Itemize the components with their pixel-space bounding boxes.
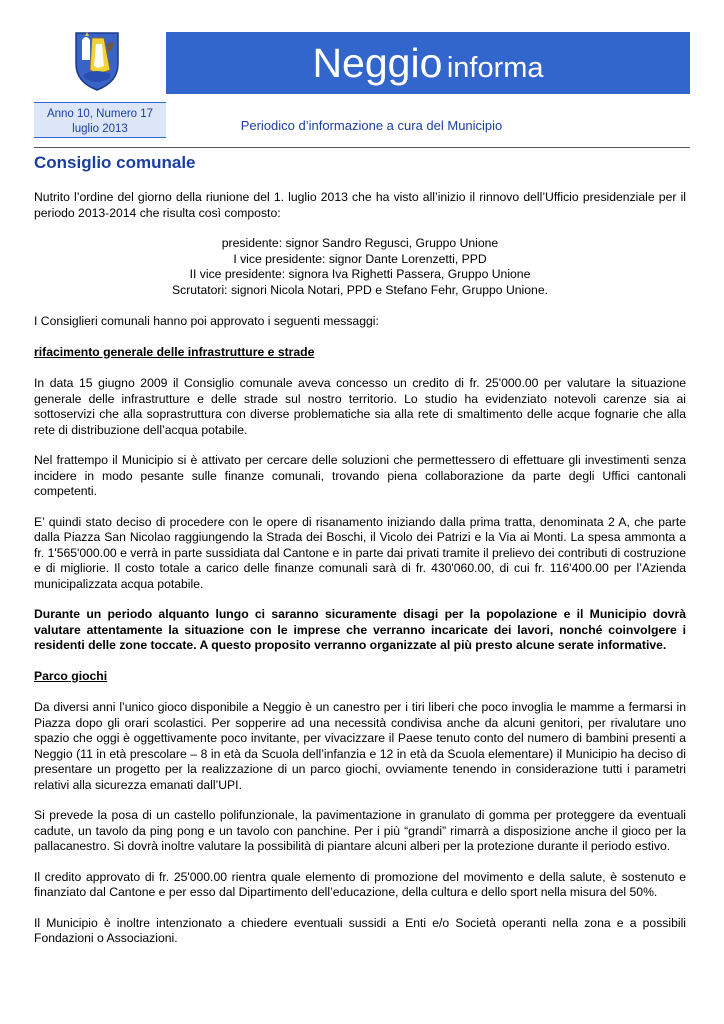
title-secondary: informa (446, 52, 544, 84)
article-body (34, 152, 686, 962)
newsletter-title (166, 32, 690, 94)
infrastructure-notice: Durante un periodo alquanto lungo ci saranno sicuramente disagi per la popolazione e il Municipio dovrà valutare attentamente la situazione con le imprese che verranno incaricate dei lavori, nonché coinvolgere i residenti delle zone toccate. A questo proposito verranno organizzate al più presto alcune serate informative. (34, 607, 686, 652)
messages-intro: I Consiglieri comunali hanno poi approvato i seguenti messaggi: (34, 314, 379, 328)
infrastructure-paragraph-3: E’ quindi stato deciso di procedere con le opere di risanamento iniziando dalla prima tratta, denominata 2 A, che parte dalla Piazza San Nicolao raggiungendo la Strada dei Boschi, il Vicolo dei Patrizi e la Via ai Monti. La spesa ammonta a fr. 1'565'000.00 e verrà in parte sussidiata dal Cantone e in parte dai privati tramite il prelievo dei contributi di costruzione e di migliorie. Il costo totale a carico delle finanze comunali sarà di fr. 430'060.00, di cui fr. 116'400.00 per l’Azienda municipalizzata acqua potabile. (34, 514, 686, 591)
issue-number: Anno 10, Numero 17 (46, 108, 154, 120)
infrastructure-paragraph-2: Nel frattempo il Municipio si è attivato per cercare delle soluzioni che permettessero di effettuare gli investimenti senza incidere in modo pesante sulle finanze comunali, trovando piena collaborazione da parte degli Uffici cantonali competenti. (34, 453, 686, 498)
office-scrutineers: Scrutatori: signori Nicola Notari, PPD e Stefano Fehr, Gruppo Unione. (172, 282, 548, 297)
office-president: presidente: signor Sandro Regusci, Gruppo Unione (221, 236, 499, 250)
playground-paragraph-1: Da diversi anni l’unico gioco disponibile a Neggio è un canestro per i tiri liberi che poco invoglia le mamme a fermarsi in Piazza dopo gli orari scolastici. Per sopperire ad una necessità condivisa anche da alcuni genitori, per rivalutare uno spazio che oggi è oggettivamente poco invitante, per vivacizzare il Paese tenuto conto del numero di bambini presenti a Neggio (11 in età prescolare – 8 in età da Scuola dell’infanzia e 12 in età da Scuola elementare) il Municipio ha deciso di presentare un progetto per la realizzazione di un parco giochi, ovviamente tenendo in considerazione tutti i parametri relativi alla sicurezza emanati dall’UPI. (34, 700, 686, 792)
playground-paragraph-2: Si prevede la posa di un castello polifunzionale, la pavimentazione in granulato di gomma per proteggere da eventuali cadute, un tavolo da ping pong e un tavolo con panchine. Per i più “grandi” rimarrà a disposizione anche il gioco per la pallacanestro. Si dovrà inoltre valutare la possibilità di piantare alcuni alberi per la protezione durante il periodo estivo. (34, 808, 686, 853)
title-main: Neggio (312, 40, 443, 86)
newsletter-subtitle: Periodico d’informazione a cura del Municipio (240, 118, 503, 133)
issue-date: luglio 2013 (72, 123, 128, 135)
article-heading: Consiglio comunale (34, 153, 196, 172)
municipal-crest-icon (74, 30, 120, 92)
playground-paragraph-3: Il credito approvato di fr. 25'000.00 rientra quale elemento di promozione del movimento e della salute, è sostenuto e finanziato dal Cantone e per esso dal Dipartimento dell’educazione, della cultura e dello sport nella misura del 50%. (34, 869, 686, 899)
office-first-vice: I vice presidente: signor Dante Lorenzetti, PPD (233, 251, 487, 266)
intro-paragraph: Nutrito l’ordine del giorno della riunione del 1. luglio 2013 che ha visto all’inizio il rinnovo dell’Ufficio presidenziale per il periodo 2013-2014 che risulta così composto: (34, 190, 686, 220)
header-divider (34, 147, 690, 148)
infrastructure-paragraph-1: In data 15 giugno 2009 il Consiglio comunale aveva concesso un credito di fr. 25'000.00 per valutare la situazione generale delle infrastrutture e delle strade sul nostro territorio. Lo studio ha evidenziato notevoli carenze sia ai sottoservizi che alla soprastruttura con diverse problematiche sia alla rete di smaltimento delle acque fognarie che alla rete di distribuzione dell’acqua potabile. (34, 376, 686, 437)
office-list (34, 236, 686, 298)
issue-info-box (34, 102, 166, 138)
section-title-playground: Parco giochi (34, 668, 108, 683)
office-second-vice: II vice presidente: signora Iva Righetti Passera, Gruppo Unione (189, 267, 531, 281)
playground-paragraph-4: Il Municipio è inoltre intenzionato a chiedere eventuali sussidi a Enti e/o Società operanti nella zona e a possibili Fondazioni o Associazioni. (34, 915, 686, 945)
section-title-infrastructure: rifacimento generale delle infrastrutture e strade (34, 344, 315, 359)
